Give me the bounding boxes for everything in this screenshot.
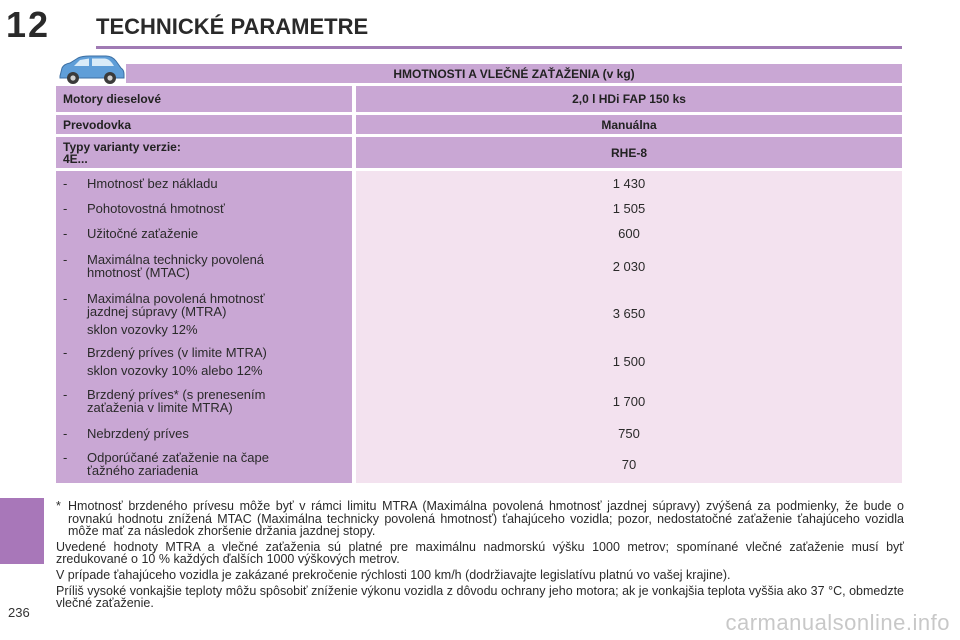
page-number: 236 bbox=[8, 605, 30, 620]
weight-label-text: Hmotnosť bez nákladu bbox=[87, 175, 218, 191]
weight-label-text: Užitočné zaťaženie bbox=[87, 226, 199, 241]
list-dash: - bbox=[63, 226, 68, 241]
weight-label-text: Maximálna povolená hmotnosť jazdnej súpravy (MTRA) bbox=[87, 290, 265, 319]
weight-row-label bbox=[56, 445, 352, 483]
page-title: TECHNICKÉ PARAMETRE bbox=[96, 14, 369, 39]
weight-value: 750 bbox=[618, 425, 640, 441]
engine-row bbox=[56, 86, 902, 112]
weight-value: 600 bbox=[618, 226, 640, 241]
weight-row-value bbox=[356, 341, 902, 381]
table-title-band bbox=[126, 64, 902, 83]
gearbox-label: Prevodovka bbox=[56, 115, 352, 134]
footnote bbox=[56, 500, 904, 538]
footnote-text: Hmotnosť brzdeného prívesu môže byť v rámci limitu MTRA (Maximálna povolená hmotnosť jazdnej súpravy) zvýšená za podmienky, že bude o rovnakú hodnotu znížená MTAC (Maximálna technicky povolená hmotnosť) ťahajúceho vozidla; pozor, nedostatočné zaťaženie ťahajúceho vozidla môže mať za následok zhoršenie držania jazdnej stopy. bbox=[68, 499, 904, 539]
specs-table bbox=[56, 64, 902, 483]
altitude-note: Uvedené hodnoty MTRA a vlečné zaťaženia sú platné pre maximálnu nadmorskú výšku 1000 metrov; spomínané vlečné zaťaženie musí byť zredukované o 10 % každých ďalších 1000 výškových metrov. bbox=[56, 539, 904, 567]
weight-row-value bbox=[356, 221, 902, 246]
weight-row-label bbox=[56, 381, 352, 421]
engine-label: Motory dieselové bbox=[56, 86, 352, 112]
speed-note: V prípade ťahajúceho vozidla je zakázané prekročenie rýchlosti 100 km/h (dodržiavajte legislatívu platnú vo vašej krajine). bbox=[56, 567, 731, 582]
weight-label-text: Pohotovostná hmotnosť bbox=[87, 200, 225, 216]
list-dash: - bbox=[63, 252, 68, 267]
weight-row-label bbox=[56, 421, 352, 445]
footnote-mark: * bbox=[56, 499, 61, 513]
title-rule bbox=[96, 46, 902, 49]
variants-row bbox=[56, 137, 902, 168]
weight-row-value bbox=[356, 246, 902, 286]
watermark: carmanualsonline.info bbox=[725, 610, 950, 635]
list-dash: - bbox=[63, 290, 68, 306]
weight-value: 1 430 bbox=[612, 175, 646, 191]
weight-row-label bbox=[56, 195, 352, 221]
gearbox-row bbox=[56, 115, 902, 134]
weight-row-value bbox=[356, 171, 902, 195]
weight-label-text: Brzdený príves (v limite MTRA) bbox=[87, 344, 267, 360]
weight-row-value bbox=[356, 286, 902, 341]
weight-row-label bbox=[56, 171, 352, 195]
weight-label-sub: sklon vozovky 10% alebo 12% bbox=[87, 362, 263, 378]
car-icon bbox=[56, 54, 126, 86]
temperature-note: Príliš vysoké vonkajšie teploty môžu spôsobiť zníženie výkonu vozidla z dôvodu ochrany jeho motora; ak je vonkajšia teplota vyššia ako 37 °C, obmedzte vlečné zaťaženie. bbox=[56, 583, 904, 611]
gearbox-value: Manuálna bbox=[356, 115, 902, 134]
weight-value: 1 505 bbox=[612, 200, 646, 216]
weight-row-label bbox=[56, 221, 352, 246]
weights-values-column bbox=[356, 171, 902, 483]
list-dash: - bbox=[63, 200, 68, 216]
weights-labels-column bbox=[56, 171, 352, 483]
weight-row-value bbox=[356, 195, 902, 221]
weight-row-value bbox=[356, 445, 902, 483]
chapter-side-tab bbox=[0, 498, 44, 564]
list-dash: - bbox=[63, 175, 68, 191]
list-dash: - bbox=[63, 387, 68, 402]
footer-notes bbox=[56, 500, 904, 610]
weight-label-wrap bbox=[87, 346, 267, 377]
weight-row-label bbox=[56, 341, 352, 381]
weight-value: 2 030 bbox=[612, 258, 646, 274]
table-title: HMOTNOSTI A VLEČNÉ ZAŤAŽENIA (v kg) bbox=[393, 66, 635, 81]
list-dash: - bbox=[63, 450, 68, 465]
list-dash: - bbox=[63, 425, 68, 441]
weight-label-sub: sklon vozovky 12% bbox=[87, 321, 198, 337]
list-dash: - bbox=[63, 344, 68, 360]
weight-value: 1 700 bbox=[612, 393, 646, 409]
variants-label-line2: 4E... bbox=[63, 151, 88, 166]
weight-value: 3 650 bbox=[612, 306, 646, 321]
weight-row-value bbox=[356, 421, 902, 445]
weight-label-text: Odporúčané zaťaženie na čape ťažného zariadenia bbox=[87, 450, 269, 478]
weight-row-value bbox=[356, 381, 902, 421]
weight-label-text: Nebrzdený príves bbox=[87, 425, 189, 441]
variants-value: RHE-8 bbox=[356, 137, 902, 168]
weight-label-text: Brzdený príves* (s prenesením zaťaženia v limite MTRA) bbox=[87, 387, 266, 415]
weight-label-wrap bbox=[87, 292, 265, 336]
engine-value: 2,0 l HDi FAP 150 ks bbox=[356, 86, 902, 112]
weight-label-text: Maximálna technicky povolená hmotnosť (MTAC) bbox=[87, 252, 265, 280]
weights-block bbox=[56, 171, 902, 483]
weight-value: 70 bbox=[621, 456, 637, 472]
variants-label bbox=[56, 137, 352, 168]
variants-label-line1: Typy varianty verzie: bbox=[63, 139, 181, 154]
weight-value: 1 500 bbox=[612, 353, 646, 369]
weight-row-label bbox=[56, 286, 352, 341]
weight-row-label bbox=[56, 246, 352, 286]
chapter-number: 12 bbox=[6, 4, 51, 45]
